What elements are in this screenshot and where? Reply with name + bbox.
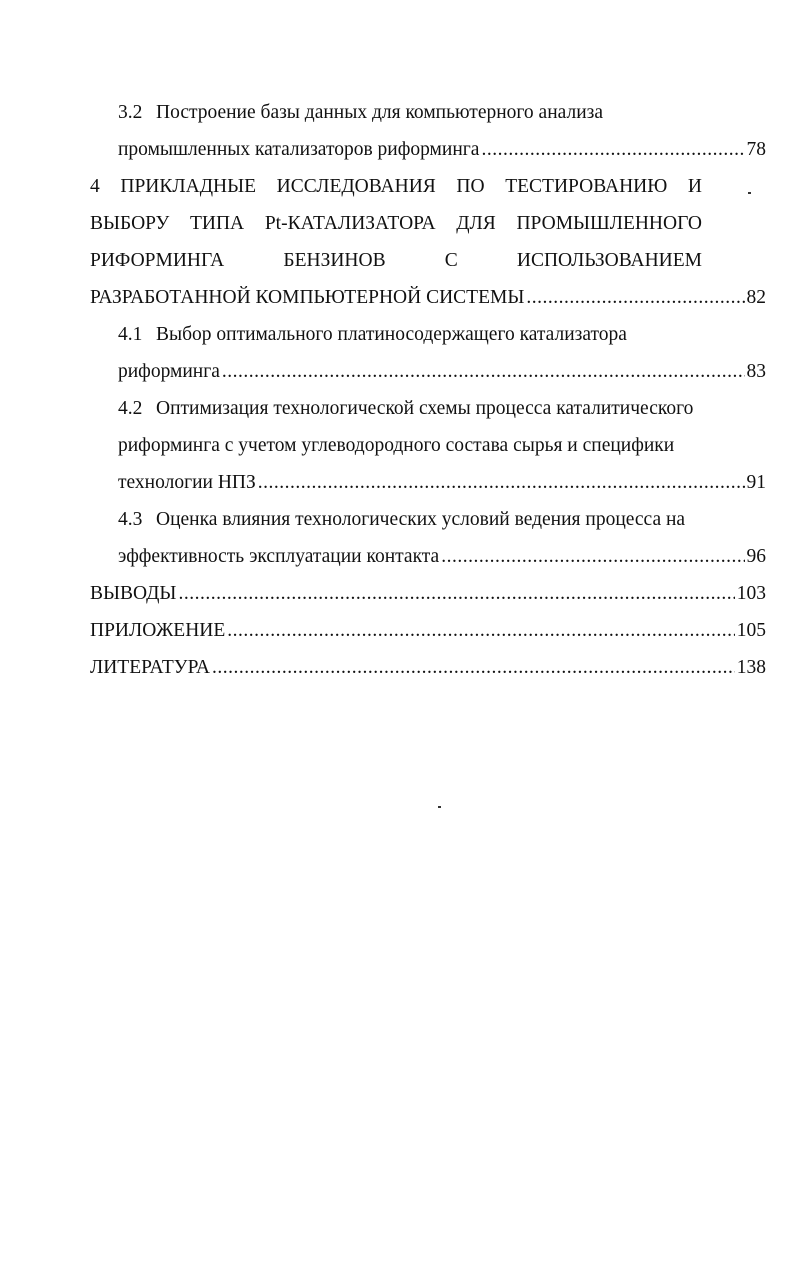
dot-leader [222, 353, 745, 390]
toc-entry-title-line [118, 316, 766, 353]
toc-entry-appendix [90, 612, 766, 649]
table-of-contents [90, 94, 766, 686]
toc-entry-title: Оценка влияния технологических условий ведения процесса на [156, 509, 686, 530]
toc-entry-number: 4.1 [118, 324, 143, 345]
toc-entry-title: Построение базы данных для компьютерного анализа [156, 102, 603, 123]
toc-chapter-word: ИССЛЕДОВАНИЯ [276, 176, 436, 197]
toc-entry-title: ЛИТЕРАТУРА [90, 657, 210, 678]
toc-chapter-word: ИСПОЛЬЗОВАНИЕМ [516, 250, 702, 271]
dot-leader [178, 575, 734, 612]
dot-leader [481, 131, 744, 168]
toc-entry-title: Выбор оптимального платиносодержащего катализатора [156, 324, 627, 345]
toc-chapter-word: ДЛЯ [456, 213, 496, 234]
toc-chapter-line-2 [90, 205, 702, 242]
toc-entry-conclusions [90, 575, 766, 612]
toc-entry-chapter-4 [90, 168, 766, 316]
dot-leader [526, 279, 744, 316]
dot-leader [227, 612, 734, 649]
toc-entry-page: 82 [746, 287, 766, 308]
toc-entry-title-cont: риформинга [118, 361, 220, 382]
toc-entry-page: 83 [746, 361, 766, 382]
toc-chapter-word: Pt-КАТАЛИЗАТОРА [264, 213, 436, 234]
toc-chapter-title-cont: РАЗРАБОТАННОЙ КОМПЬЮТЕРНОЙ СИСТЕМЫ [90, 287, 525, 308]
toc-chapter-number: 4 [90, 176, 100, 197]
dot-leader [441, 538, 744, 575]
toc-entry-title-line [118, 501, 766, 538]
scan-speck [438, 806, 441, 808]
toc-entry-leader-line [90, 279, 766, 316]
toc-entry-title-cont: технологии НПЗ [118, 472, 256, 493]
toc-chapter-word: ТЕСТИРОВАНИЮ [505, 176, 668, 197]
toc-entry-page: 138 [736, 657, 766, 678]
toc-chapter-word: РИФОРМИНГА [90, 250, 225, 271]
toc-chapter-word: БЕНЗИНОВ [283, 250, 386, 271]
toc-entry-leader-line [118, 464, 766, 501]
toc-entry-page: 103 [736, 583, 766, 604]
toc-chapter-word: С [444, 250, 458, 271]
toc-chapter-word: ТИПА [189, 213, 245, 234]
toc-entry-leader-line [118, 131, 766, 168]
toc-entry-4-2 [118, 390, 766, 501]
toc-chapter-word: ВЫБОРУ [90, 213, 170, 234]
toc-entry-title-cont: промышленных катализаторов риформинга [118, 139, 480, 160]
toc-entry-page: 96 [746, 546, 766, 567]
toc-entry-leader-line [90, 575, 766, 612]
toc-chapter-word: ПРИКЛАДНЫЕ [120, 176, 256, 197]
toc-entry-3-2 [118, 94, 766, 168]
scan-speck [748, 192, 751, 194]
toc-entry-page: 91 [746, 472, 766, 493]
toc-entry-title-line [118, 390, 766, 427]
toc-entry-number: 4.2 [118, 398, 143, 419]
toc-entry-literature [90, 649, 766, 686]
toc-chapter-word: ПО [456, 176, 485, 197]
dot-leader [258, 464, 745, 501]
toc-entry-4-3 [118, 501, 766, 575]
toc-entry-4-1 [118, 316, 766, 390]
toc-chapter-word: ПРОМЫШЛЕННОГО [516, 213, 702, 234]
toc-chapter-line-1 [90, 168, 702, 205]
toc-chapter-line-3 [90, 242, 702, 279]
toc-entry-page: 78 [746, 139, 766, 160]
toc-entry-title-cont: риформинга с учетом углеводородного состава сырья и специфики [118, 435, 675, 456]
toc-entry-leader-line [118, 538, 766, 575]
toc-entry-leader-line [118, 353, 766, 390]
toc-entry-title: ВЫВОДЫ [90, 583, 177, 604]
toc-entry-title-cont: эффективность эксплуатации контакта [118, 546, 440, 567]
toc-entry-title-line [118, 94, 766, 131]
toc-entry-leader-line [90, 649, 766, 686]
toc-entry-number: 3.2 [118, 102, 143, 123]
dot-leader [212, 649, 735, 686]
toc-entry-page: 105 [736, 620, 766, 641]
toc-entry-number: 4.3 [118, 509, 143, 530]
toc-chapter-word: И [687, 176, 702, 197]
toc-entry-title: ПРИЛОЖЕНИЕ [90, 620, 226, 641]
toc-entry-title: Оптимизация технологической схемы процесса каталитического [156, 398, 694, 419]
toc-entry-leader-line [90, 612, 766, 649]
